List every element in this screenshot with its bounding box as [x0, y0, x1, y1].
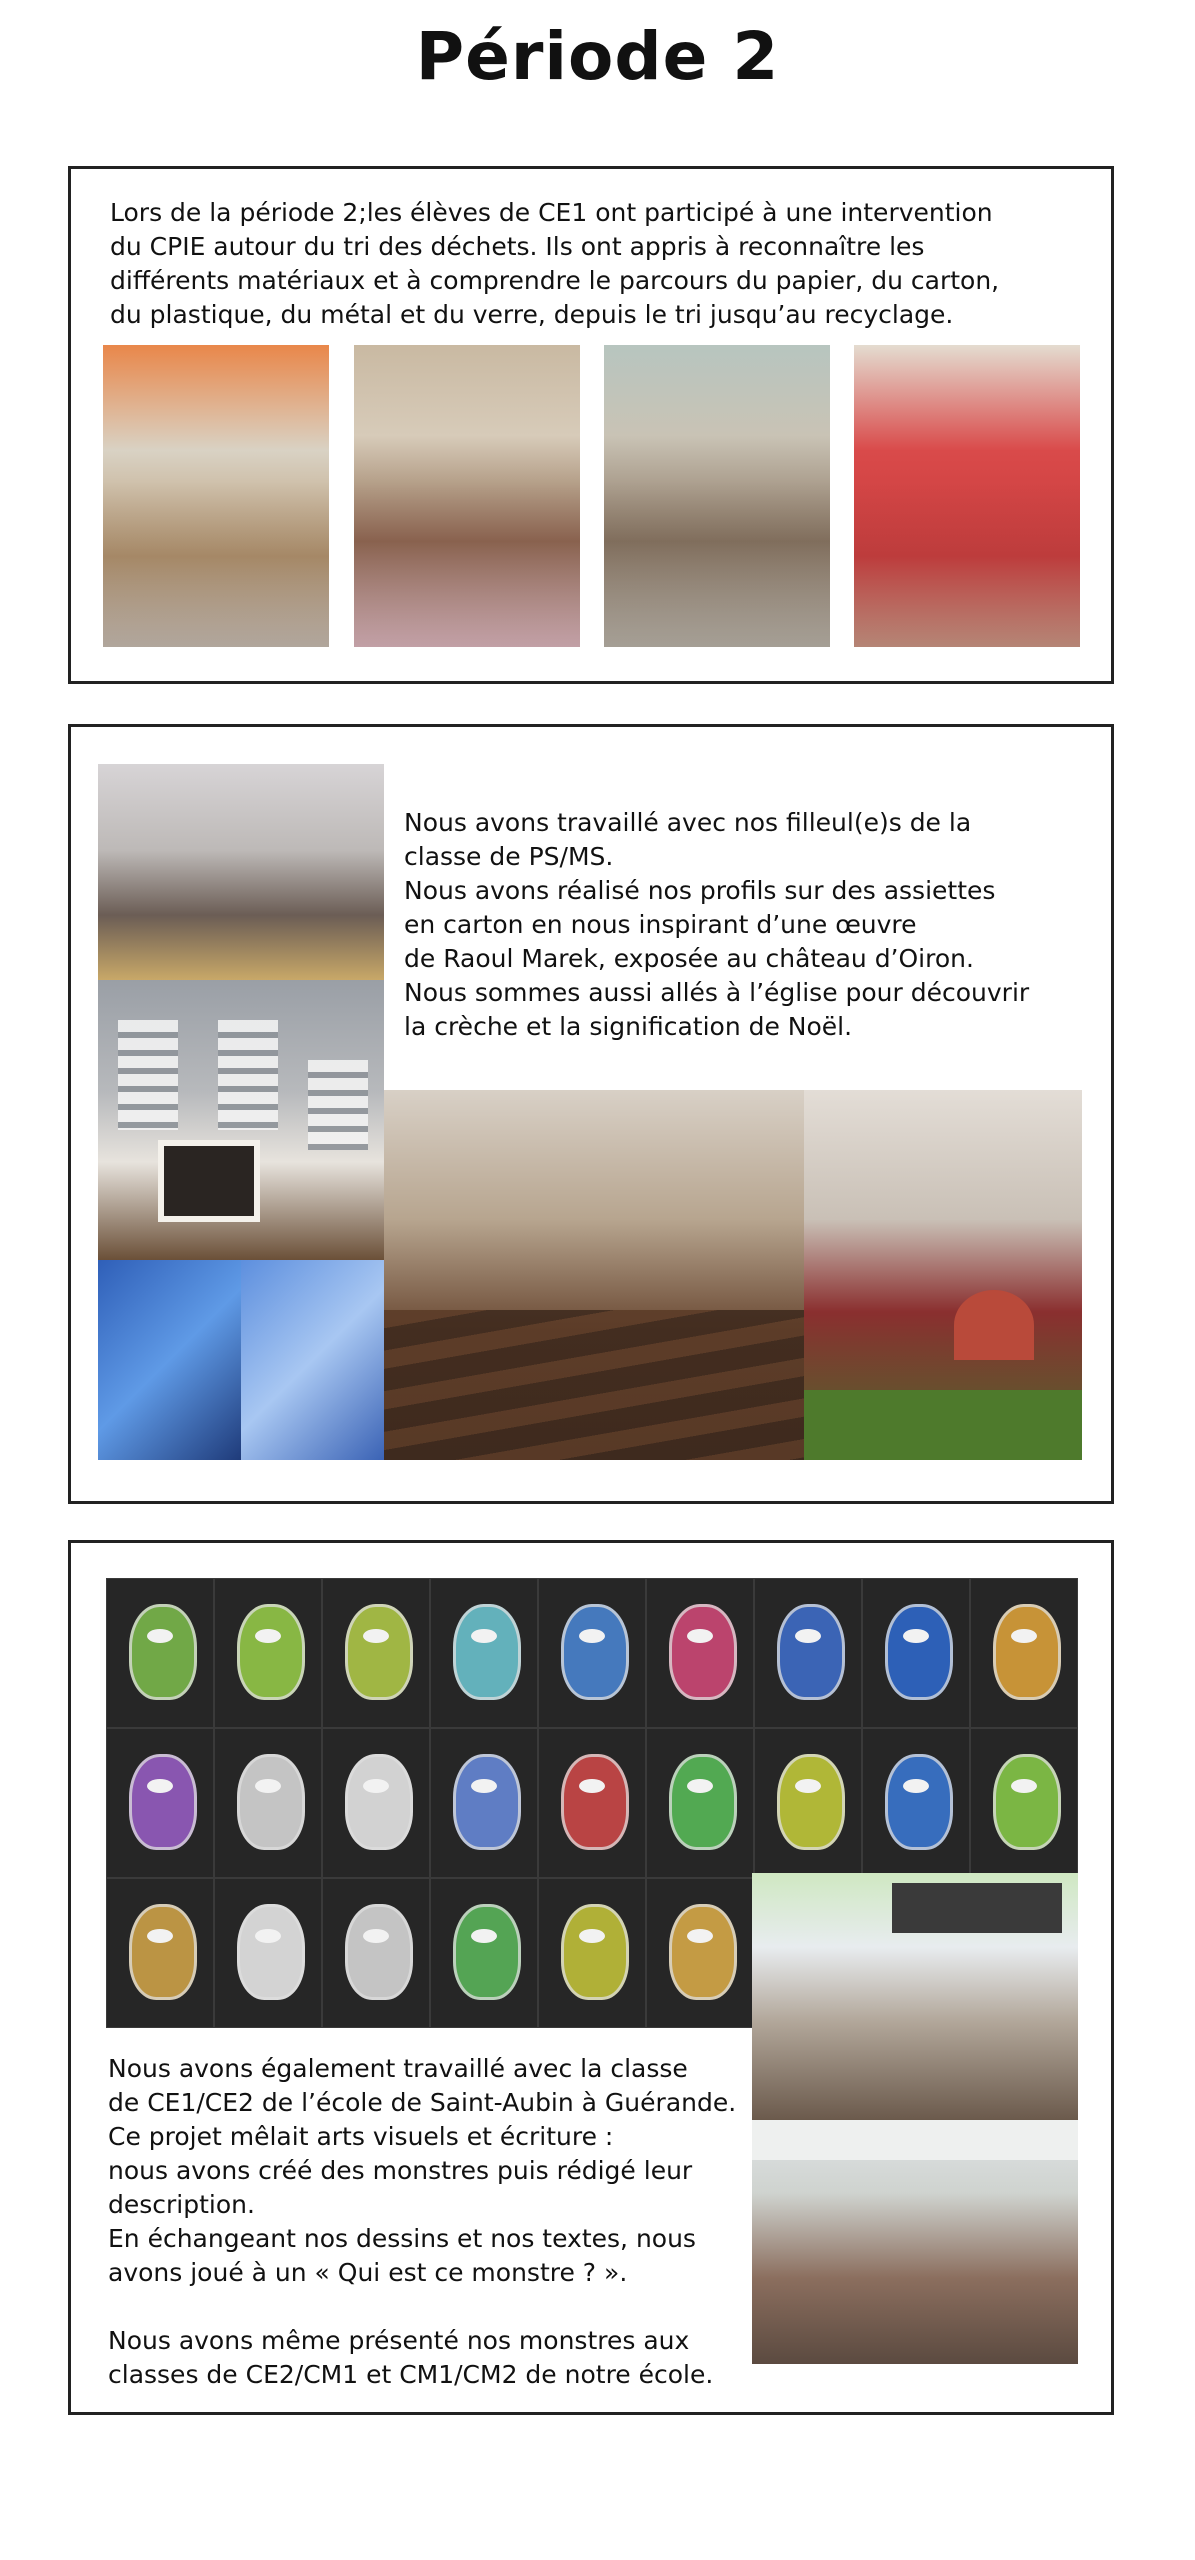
monster-eye	[471, 1929, 497, 1943]
monster-drawing	[430, 1578, 538, 1728]
monster-eye	[363, 1629, 389, 1643]
text-line: description.	[108, 2190, 255, 2219]
monster-shape	[237, 1754, 305, 1850]
monster-drawing	[430, 1728, 538, 1878]
photo-tri-dechets-3	[604, 345, 830, 647]
monster-drawing	[754, 1578, 862, 1728]
text-line: Nous avons réalisé nos profils sur des assiettes	[404, 876, 996, 905]
monster-drawing	[322, 1578, 430, 1728]
monster-drawing	[106, 1728, 214, 1878]
monster-drawing	[862, 1728, 970, 1878]
monster-shape	[237, 1604, 305, 1700]
text-line: Nous avons également travaillé avec la classe	[108, 2054, 688, 2083]
monster-drawing	[646, 1578, 754, 1728]
photo-creche-noel	[804, 1090, 1082, 1460]
text-line: en carton en nous inspirant d’une œuvre	[404, 910, 917, 939]
monster-eye	[687, 1779, 713, 1793]
monster-eye	[147, 1779, 173, 1793]
text-line: classes de CE2/CM1 et CM1/CM2 de notre école.	[108, 2360, 714, 2389]
section3-text	[108, 2052, 758, 2392]
section1-text	[110, 196, 1080, 332]
monster-eye	[255, 1929, 281, 1943]
monster-eye	[579, 1929, 605, 1943]
monster-shape	[453, 1754, 521, 1850]
monster-eye	[903, 1629, 929, 1643]
monster-shape	[993, 1604, 1061, 1700]
page-title: Période 2	[415, 18, 780, 95]
monster-eye	[579, 1629, 605, 1643]
monster-drawing	[322, 1878, 430, 2028]
monster-shape	[669, 1754, 737, 1850]
monster-shape	[561, 1754, 629, 1850]
monster-shape	[993, 1754, 1061, 1850]
text-line: En échangeant nos dessins et nos textes, nous	[108, 2224, 696, 2253]
monster-drawing	[646, 1878, 754, 2028]
photo-tri-dechets-1	[103, 345, 329, 647]
monster-shape	[129, 1604, 197, 1700]
monster-shape	[129, 1754, 197, 1850]
text-line: la crèche et la signification de Noël.	[404, 1012, 853, 1041]
monster-drawing	[538, 1728, 646, 1878]
monster-drawing	[214, 1728, 322, 1878]
photo-classe-presentation-2	[752, 2120, 1078, 2364]
text-line: de CE1/CE2 de l’école de Saint-Aubin à Guérande.	[108, 2088, 737, 2117]
monster-eye	[363, 1929, 389, 1943]
photo-tri-dechets-2	[354, 345, 580, 647]
monster-eye	[147, 1929, 173, 1943]
monster-drawing	[970, 1578, 1078, 1728]
monster-drawing	[430, 1878, 538, 2028]
monster-shape	[561, 1604, 629, 1700]
text-line	[108, 2290, 758, 2324]
section2-text	[404, 806, 1094, 1044]
monster-shape	[345, 1604, 413, 1700]
monster-eye	[579, 1779, 605, 1793]
monster-eye	[1011, 1779, 1037, 1793]
monster-shape	[885, 1754, 953, 1850]
text-line: différents matériaux et à comprendre le parcours du papier, du carton,	[110, 266, 1000, 295]
text-line: Nous avons travaillé avec nos filleul(e)s de la	[404, 808, 972, 837]
monster-shape	[885, 1604, 953, 1700]
text-line: Nous avons même présenté nos monstres aux	[108, 2326, 690, 2355]
monster-drawing	[754, 1728, 862, 1878]
photo-eglise-enfants	[384, 1090, 804, 1460]
monster-eye	[471, 1779, 497, 1793]
monster-eye	[795, 1779, 821, 1793]
photo-chateau-assiettes	[98, 980, 384, 1260]
photo-tri-dechets-4	[854, 345, 1080, 647]
monster-eye	[363, 1779, 389, 1793]
text-line: de Raoul Marek, exposée au château d’Oiron.	[404, 944, 974, 973]
monster-eye	[255, 1779, 281, 1793]
text-line: Lors de la période 2;les élèves de CE1 ont participé à une intervention	[110, 198, 993, 227]
monster-shape	[777, 1604, 845, 1700]
monster-drawing	[322, 1728, 430, 1878]
text-line: nous avons créé des monstres puis rédigé leur	[108, 2156, 693, 2185]
photo-classe-presentation-1	[752, 1873, 1078, 2120]
photo-profil-lumiere-1	[98, 1260, 241, 1460]
monster-eye	[903, 1779, 929, 1793]
text-line: avons joué à un « Qui est ce monstre ? ».	[108, 2258, 628, 2287]
monster-eye	[255, 1629, 281, 1643]
monster-drawing	[214, 1878, 322, 2028]
monster-drawing	[538, 1578, 646, 1728]
photo-profil-lumiere-2	[241, 1260, 384, 1460]
monster-shape	[129, 1904, 197, 2000]
photo-salle-enfants	[98, 764, 384, 980]
monster-drawing	[862, 1578, 970, 1728]
monster-shape	[453, 1904, 521, 2000]
monster-drawing	[106, 1878, 214, 2028]
monster-shape	[345, 1904, 413, 2000]
monster-drawing	[646, 1728, 754, 1878]
monster-eye	[471, 1629, 497, 1643]
monster-shape	[237, 1904, 305, 2000]
monster-shape	[345, 1754, 413, 1850]
monster-shape	[777, 1754, 845, 1850]
monster-eye	[1011, 1629, 1037, 1643]
text-line: Nous sommes aussi allés à l’église pour découvrir	[404, 978, 1030, 1007]
monster-drawing	[538, 1878, 646, 2028]
text-line: classe de PS/MS.	[404, 842, 614, 871]
text-line: du plastique, du métal et du verre, depuis le tri jusqu’au recyclage.	[110, 300, 954, 329]
monster-eye	[687, 1629, 713, 1643]
monster-drawing	[214, 1578, 322, 1728]
monster-shape	[453, 1604, 521, 1700]
monster-drawing	[106, 1578, 214, 1728]
monster-shape	[669, 1604, 737, 1700]
monster-eye	[687, 1929, 713, 1943]
text-line: Ce projet mêlait arts visuels et écriture :	[108, 2122, 614, 2151]
text-line: du CPIE autour du tri des déchets. Ils ont appris à reconnaître les	[110, 232, 925, 261]
monster-eye	[795, 1629, 821, 1643]
monster-shape	[669, 1904, 737, 2000]
monster-shape	[561, 1904, 629, 2000]
monster-eye	[147, 1629, 173, 1643]
monster-drawing	[970, 1728, 1078, 1878]
